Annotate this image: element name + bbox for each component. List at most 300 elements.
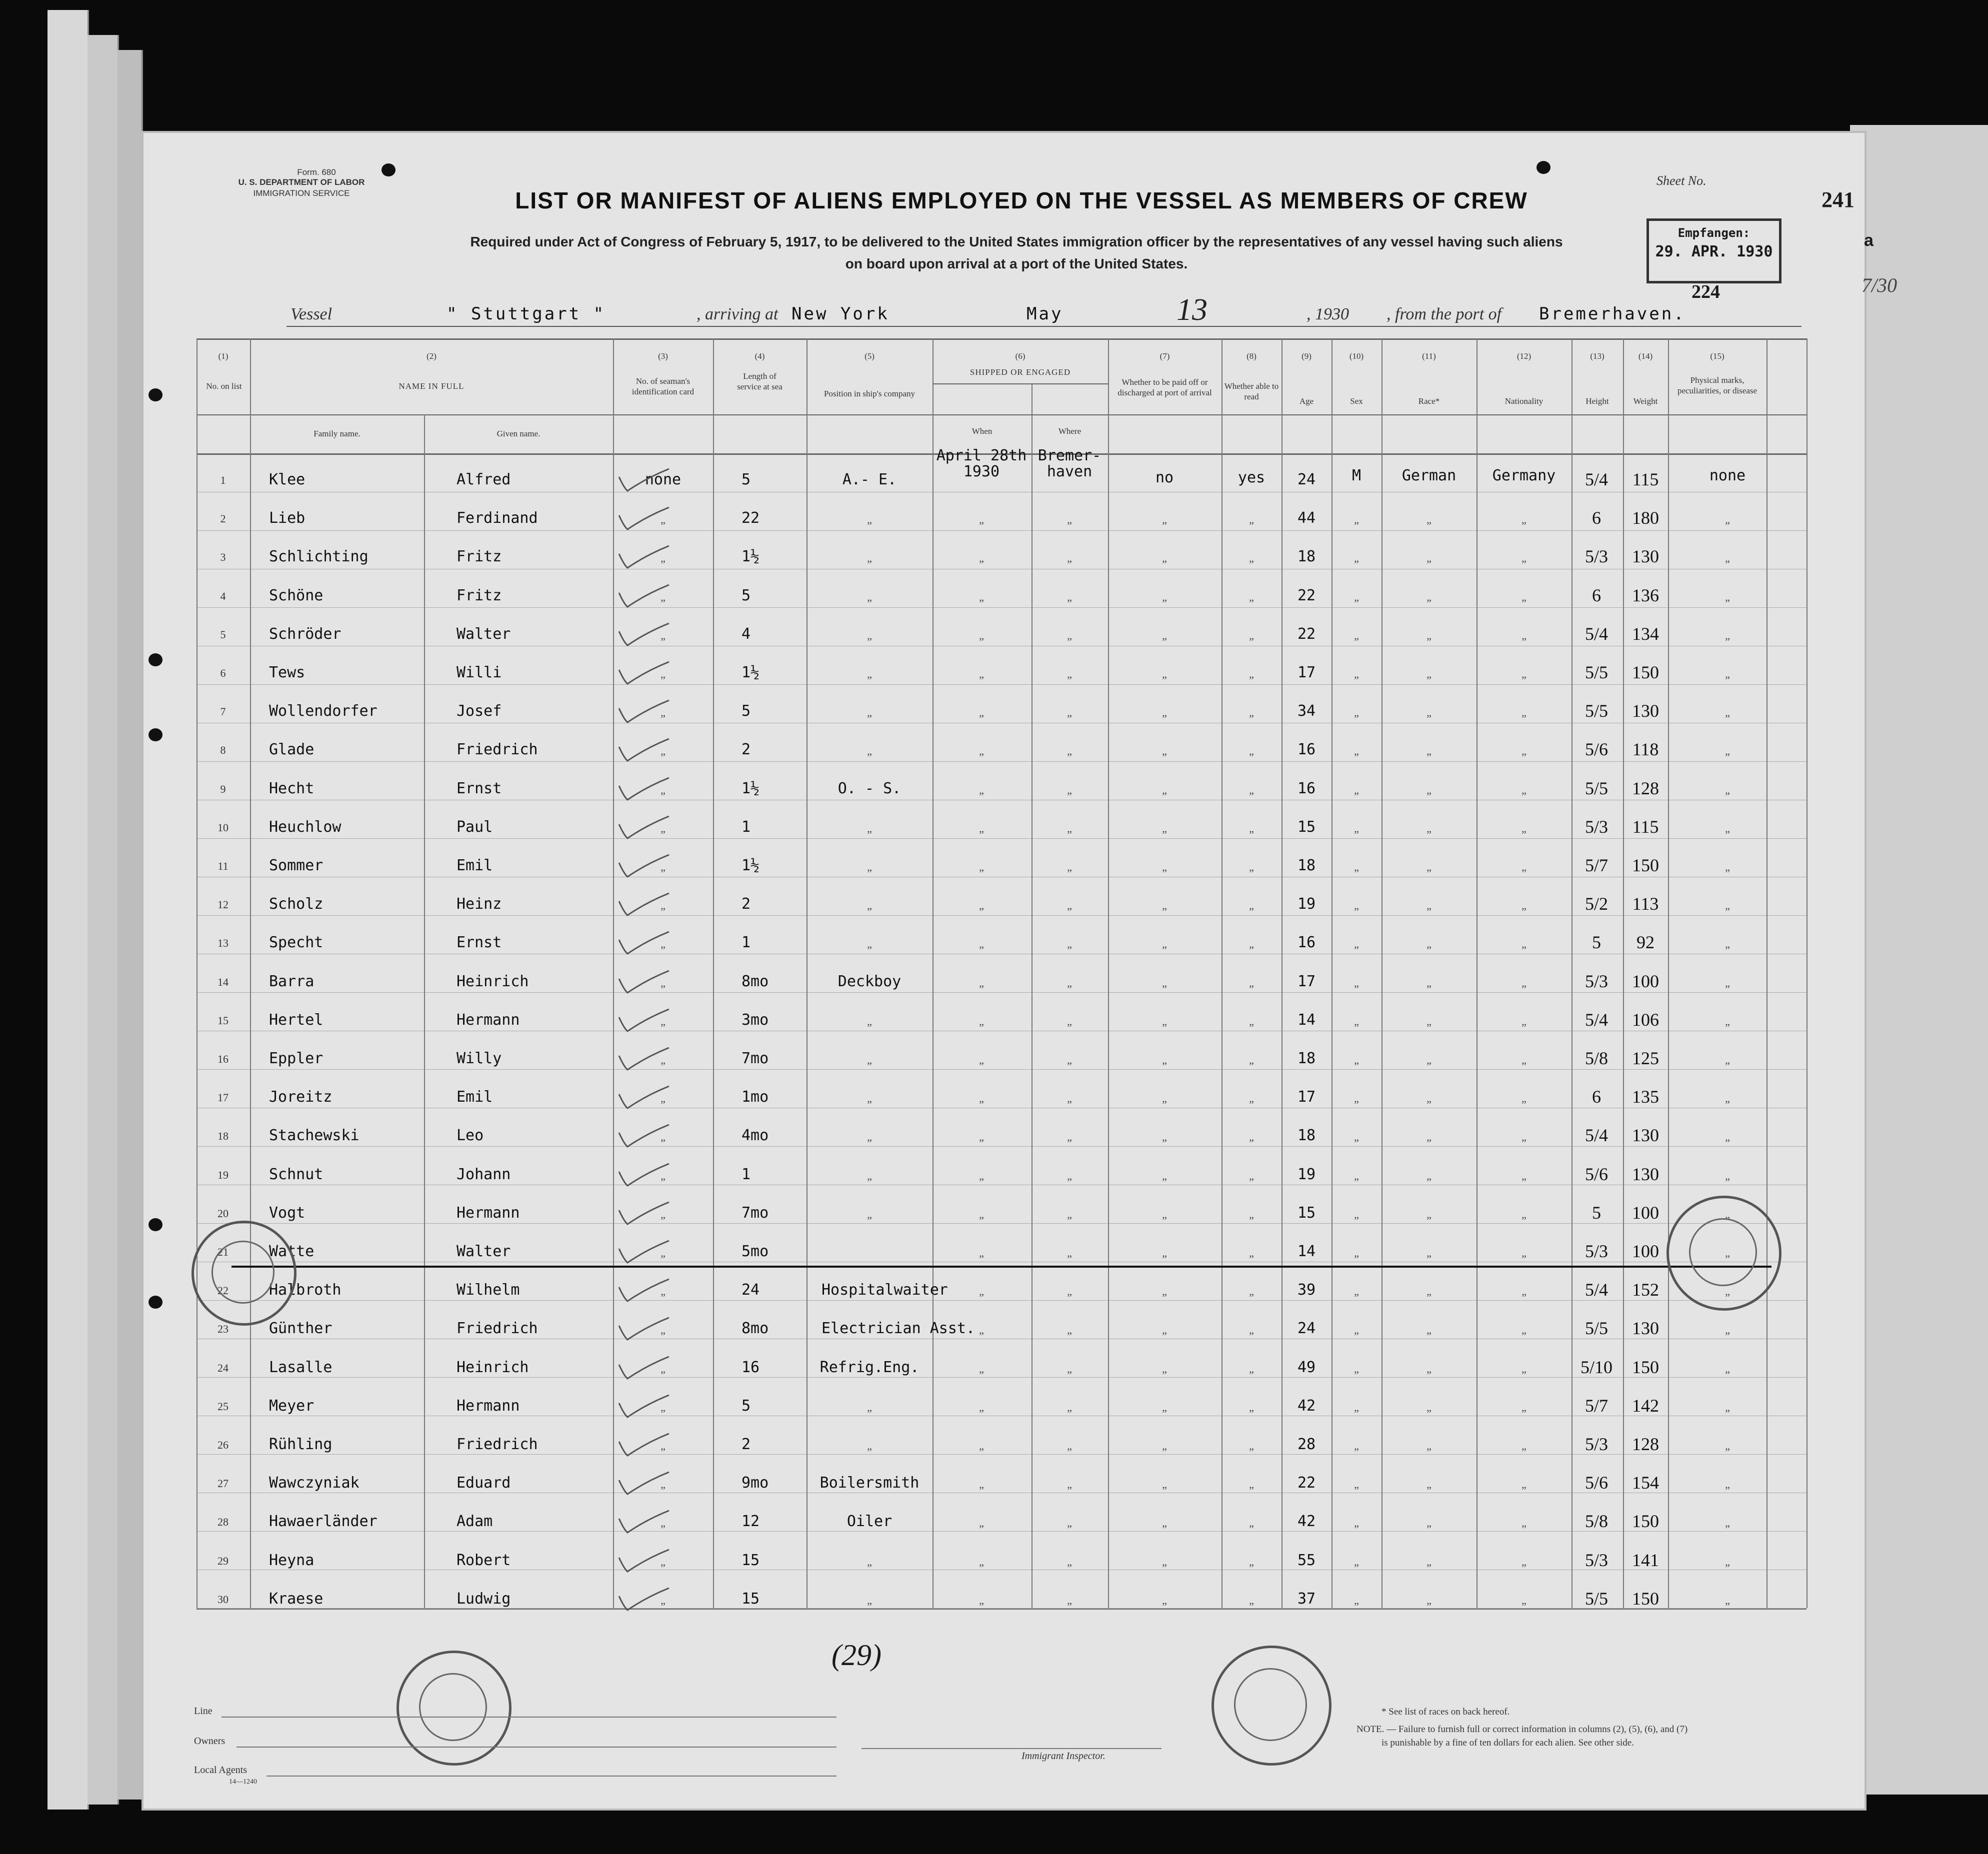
row-18-marks-ditto: „ xyxy=(1725,1131,1730,1143)
punch-hole xyxy=(382,163,396,176)
check-mark-icon xyxy=(616,1549,672,1574)
row-20-number: 20 xyxy=(218,1207,228,1220)
row-5-weight: 134 xyxy=(1632,624,1659,644)
row-13-number: 13 xyxy=(218,937,228,949)
row-10-read-ditto: „ xyxy=(1249,822,1254,835)
check-mark-icon xyxy=(616,1587,672,1612)
col-8-number: (8) xyxy=(1246,351,1256,361)
row-5-length-service: 4 xyxy=(742,625,751,643)
row-26-read-ditto: „ xyxy=(1249,1440,1254,1452)
col-paid-off: Whether to be paid off or discharged at port of arrival xyxy=(1118,377,1212,397)
row-15-given-name: Hermann xyxy=(456,1011,520,1029)
row-10-length-service: 1 xyxy=(742,818,751,836)
row-5-position: „ xyxy=(867,629,872,642)
row-27-height: 5/6 xyxy=(1584,1473,1608,1493)
row-10-where-ditto: „ xyxy=(1067,822,1072,835)
row-11-paid-ditto: „ xyxy=(1162,861,1167,873)
punch-hole xyxy=(148,1296,162,1309)
col-nationality: Nationality xyxy=(1504,396,1544,406)
row-18-height: 5/4 xyxy=(1584,1125,1608,1145)
vessel-label: Vessel xyxy=(290,305,332,323)
row-12-number: 12 xyxy=(218,898,228,911)
row-16-position: „ xyxy=(867,1054,872,1066)
row-16-given-name: Willy xyxy=(456,1050,502,1067)
row-23-number: 23 xyxy=(218,1323,228,1335)
row-18-race-ditto: „ xyxy=(1426,1131,1432,1143)
check-mark-icon xyxy=(616,1163,672,1188)
form-title: LIST OR MANIFEST OF ALIENS EMPLOYED ON THE VESSEL AS MEMBERS OF CREW xyxy=(515,187,1528,213)
service-name: IMMIGRATION SERVICE xyxy=(253,188,350,198)
row-5-given-name: Walter xyxy=(456,625,511,643)
col-10-number: (10) xyxy=(1349,351,1364,361)
consulate-seal-inner xyxy=(419,1673,487,1741)
row-28-race-ditto: „ xyxy=(1426,1517,1432,1529)
row-30-length-service: 15 xyxy=(742,1590,760,1608)
row-11-given-name: Emil xyxy=(456,857,493,874)
row-22-id-ditto: „ xyxy=(660,1285,666,1298)
row-25-when-ditto: „ xyxy=(979,1401,984,1414)
row-25-age: 42 xyxy=(1297,1397,1316,1415)
row-25-number: 25 xyxy=(218,1400,228,1413)
row-11-position: „ xyxy=(867,861,872,873)
row-18-sex-ditto: „ xyxy=(1354,1131,1359,1143)
row-16-number: 16 xyxy=(218,1053,228,1065)
agents-label: Local Agents xyxy=(194,1765,248,1776)
row-22-sex-ditto: „ xyxy=(1354,1285,1359,1298)
row-30-paid-ditto: „ xyxy=(1162,1594,1167,1607)
row-15-nat-ditto: „ xyxy=(1522,1015,1526,1028)
col-15-number: (15) xyxy=(1710,351,1724,361)
row-23-given-name: Friedrich xyxy=(456,1320,538,1337)
row-14-when-ditto: „ xyxy=(979,977,984,989)
row-28-id-ditto: „ xyxy=(660,1517,666,1529)
row-26-position: „ xyxy=(867,1440,872,1452)
row-3-height: 5/3 xyxy=(1584,546,1608,566)
row-24-id-ditto: „ xyxy=(660,1363,666,1375)
subtitle-line-2: on board upon arrival at a port of the United States. xyxy=(845,256,1188,271)
row-11-id-ditto: „ xyxy=(660,861,666,873)
row-29-where-ditto: „ xyxy=(1067,1556,1072,1568)
form-subtitle xyxy=(342,231,1692,275)
row-5-race-ditto: „ xyxy=(1426,629,1432,642)
row-10-id-ditto: „ xyxy=(660,822,666,835)
row-3-position: „ xyxy=(867,552,872,564)
row-25-read-ditto: „ xyxy=(1249,1401,1254,1414)
row-26-height: 5/3 xyxy=(1584,1434,1608,1454)
row-17-number: 17 xyxy=(218,1091,228,1104)
row-10-height: 5/3 xyxy=(1584,817,1608,837)
check-mark-icon xyxy=(616,777,672,802)
row-26-age: 28 xyxy=(1297,1436,1316,1453)
col-read: Whether able to read xyxy=(1224,381,1279,401)
row-6-read-ditto: „ xyxy=(1249,668,1254,680)
races-note: * See list of races on back hereof. xyxy=(1382,1707,1510,1717)
row-8-position: „ xyxy=(867,745,872,757)
row-16-age: 18 xyxy=(1297,1050,1316,1067)
row-29-when-ditto: „ xyxy=(979,1556,984,1568)
row-3-marks-ditto: „ xyxy=(1725,552,1730,564)
row-11-height: 5/7 xyxy=(1584,855,1608,875)
row-2-family-name: Lieb xyxy=(269,509,306,527)
page-stack-edge xyxy=(88,35,119,1805)
row-5-marks-ditto: „ xyxy=(1725,629,1730,642)
row-1-marks: none xyxy=(1709,467,1746,484)
row-4-age: 22 xyxy=(1297,587,1316,604)
row-17-age: 17 xyxy=(1297,1088,1316,1106)
row-20-height: 5 xyxy=(1592,1203,1601,1223)
row-16-paid-ditto: „ xyxy=(1162,1054,1167,1066)
row-1-sex: M xyxy=(1352,467,1362,484)
crew-count: (29) xyxy=(832,1639,882,1672)
row-27-length-service: 9mo xyxy=(742,1474,769,1492)
row-12-race-ditto: „ xyxy=(1426,899,1432,912)
row-4-id-ditto: „ xyxy=(660,591,666,603)
col-length-service: Length of service at sea xyxy=(737,371,782,391)
row-24-height: 5/10 xyxy=(1580,1357,1613,1377)
row-9-where-ditto: „ xyxy=(1067,784,1072,796)
punch-hole xyxy=(148,1218,162,1231)
sheet-number-secondary: 224 xyxy=(1692,281,1720,302)
row-20-position: „ xyxy=(867,1208,872,1221)
row-8-weight: 118 xyxy=(1632,739,1659,759)
row-30-given-name: Ludwig xyxy=(456,1590,511,1608)
row-5-family-name: Schröder xyxy=(269,625,342,643)
row-19-when-ditto: „ xyxy=(979,1170,984,1182)
row-9-age: 16 xyxy=(1297,780,1316,797)
row-20-sex-ditto: „ xyxy=(1354,1208,1359,1221)
row-16-when-ditto: „ xyxy=(979,1054,984,1066)
check-mark-icon xyxy=(616,468,672,493)
row-13-where-ditto: „ xyxy=(1067,938,1072,950)
row-24-sex-ditto: „ xyxy=(1354,1363,1359,1375)
row-29-paid-ditto: „ xyxy=(1162,1556,1167,1568)
row-25-marks-ditto: „ xyxy=(1725,1401,1730,1414)
col-1-number: (1) xyxy=(218,351,228,361)
row-27-id-ditto: „ xyxy=(660,1478,666,1491)
col-sex: Sex xyxy=(1350,396,1363,406)
row-12-marks-ditto: „ xyxy=(1725,899,1730,912)
row-30-when-ditto: „ xyxy=(979,1594,984,1607)
row-7-where-ditto: „ xyxy=(1067,706,1072,719)
row-7-family-name: Wollendorfer xyxy=(269,702,378,720)
row-5-sex-ditto: „ xyxy=(1354,629,1359,642)
row-23-position: Electrician Asst. xyxy=(822,1320,976,1337)
row-18-length-service: 4mo xyxy=(742,1127,769,1144)
row-25-family-name: Meyer xyxy=(269,1397,314,1415)
check-mark-icon xyxy=(616,815,672,840)
row-2-where-ditto: „ xyxy=(1067,513,1072,526)
row-20-weight: 100 xyxy=(1632,1203,1659,1223)
row-23-sex-ditto: „ xyxy=(1354,1324,1359,1336)
row-14-id-ditto: „ xyxy=(660,977,666,989)
row-15-where-ditto: „ xyxy=(1067,1015,1072,1028)
row-20-given-name: Hermann xyxy=(456,1204,520,1222)
row-26-family-name: Rühling xyxy=(269,1436,332,1453)
row-18-paid-ditto: „ xyxy=(1162,1131,1167,1143)
row-6-sex-ditto: „ xyxy=(1354,668,1359,680)
page-stack-edge xyxy=(48,10,89,1810)
row-9-when-ditto: „ xyxy=(979,784,984,796)
row-2-weight: 180 xyxy=(1632,508,1659,528)
row-4-length-service: 5 xyxy=(742,587,751,604)
row-25-position: „ xyxy=(867,1401,872,1414)
row-15-marks-ditto: „ xyxy=(1725,1015,1730,1028)
col-13-number: (13) xyxy=(1590,351,1604,361)
vessel-line xyxy=(286,293,1802,327)
row-4-number: 4 xyxy=(220,590,226,602)
row-15-id-ditto: „ xyxy=(660,1015,666,1028)
row-22-nat-ditto: „ xyxy=(1522,1285,1526,1298)
row-21-length-service: 5mo xyxy=(742,1243,769,1260)
row-16-nat-ditto: „ xyxy=(1522,1054,1526,1066)
row-5-age: 22 xyxy=(1297,625,1316,643)
row-17-height: 6 xyxy=(1592,1087,1601,1107)
col-7-number: (7) xyxy=(1160,351,1170,361)
stamp-date: 29. APR. 1930 xyxy=(1655,243,1773,260)
check-mark-icon xyxy=(616,661,672,686)
consulate-seal-inner xyxy=(1689,1218,1757,1286)
row-9-id-ditto: „ xyxy=(660,784,666,796)
row-30-position: „ xyxy=(867,1594,872,1607)
row-21-where-ditto: „ xyxy=(1067,1247,1072,1259)
row-9-number: 9 xyxy=(220,783,226,795)
row-25-given-name: Hermann xyxy=(456,1397,520,1415)
check-mark-icon xyxy=(616,545,672,570)
row-27-when-ditto: „ xyxy=(979,1478,984,1491)
row-29-sex-ditto: „ xyxy=(1354,1556,1359,1568)
row-23-weight: 130 xyxy=(1632,1318,1659,1338)
row-3-id-ditto: „ xyxy=(660,552,666,564)
row-13-when-ditto: „ xyxy=(979,938,984,950)
row-7-id-ditto: „ xyxy=(660,706,666,719)
row-14-length-service: 8mo xyxy=(742,973,769,990)
row-17-where-ditto: „ xyxy=(1067,1092,1072,1105)
row-3-number: 3 xyxy=(220,551,226,563)
row-14-weight: 100 xyxy=(1632,971,1659,991)
col-where: Where xyxy=(1058,426,1082,436)
received-stamp xyxy=(1646,218,1782,283)
row-20-marks-ditto: „ xyxy=(1725,1208,1730,1221)
line-rule xyxy=(222,1717,836,1718)
col-weight: Weight xyxy=(1633,396,1658,406)
row-12-height: 5/2 xyxy=(1584,894,1608,914)
check-mark-icon xyxy=(616,1394,672,1419)
row-5-where-ditto: „ xyxy=(1067,629,1072,642)
row-8-family-name: Glade xyxy=(269,741,314,758)
row-1-family-name: Klee xyxy=(269,471,306,488)
row-17-position: „ xyxy=(867,1092,872,1105)
row-21-nat-ditto: „ xyxy=(1522,1247,1526,1259)
row-7-length-service: 5 xyxy=(742,702,751,720)
check-mark-icon xyxy=(616,1201,672,1226)
handwritten-date-mark: 7/30 xyxy=(1862,274,1898,296)
row-12-age: 19 xyxy=(1297,895,1316,913)
subtitle-line-1: Required under Act of Congress of February 5, 1917, to be delivered to the United States immigration officer by the representatives of any vessel having such aliens xyxy=(470,234,1563,249)
row-23-age: 24 xyxy=(1297,1320,1316,1337)
row-27-given-name: Eduard xyxy=(456,1474,511,1492)
row-22-length-service: 24 xyxy=(742,1281,760,1299)
row-13-weight: 92 xyxy=(1636,932,1654,952)
row-8-when-ditto: „ xyxy=(979,745,984,757)
row-13-nat-ditto: „ xyxy=(1522,938,1526,950)
col-shipped-engaged: SHIPPED OR ENGAGED xyxy=(970,367,1071,377)
row-3-sex-ditto: „ xyxy=(1354,552,1359,564)
check-mark-icon xyxy=(616,1240,672,1265)
row-1-length-service: 5 xyxy=(742,471,751,488)
row-3-family-name: Schlichting xyxy=(269,548,368,565)
row-18-weight: 130 xyxy=(1632,1125,1659,1145)
row-9-weight: 128 xyxy=(1632,778,1659,798)
from-port-label: , from the port of xyxy=(1386,305,1502,323)
row-3-where-ditto: „ xyxy=(1067,552,1072,564)
row-14-given-name: Heinrich xyxy=(456,973,529,990)
row-29-race-ditto: „ xyxy=(1426,1556,1432,1568)
row-13-marks-ditto: „ xyxy=(1725,938,1730,950)
row-25-paid-ditto: „ xyxy=(1162,1401,1167,1414)
row-7-age: 34 xyxy=(1297,702,1316,720)
check-mark-icon xyxy=(616,738,672,763)
row-20-when-ditto: „ xyxy=(979,1208,984,1221)
row-24-length-service: 16 xyxy=(742,1359,760,1376)
row-13-paid-ditto: „ xyxy=(1162,938,1167,950)
row-26-when-ditto: „ xyxy=(979,1440,984,1452)
row-23-family-name: Günther xyxy=(269,1320,332,1337)
row-18-read-ditto: „ xyxy=(1249,1131,1254,1143)
row-23-height: 5/5 xyxy=(1584,1318,1608,1338)
row-17-marks-ditto: „ xyxy=(1725,1092,1730,1105)
row-12-length-service: 2 xyxy=(742,895,751,913)
row-12-position: „ xyxy=(867,899,872,912)
row-8-number: 8 xyxy=(220,744,226,756)
department-name: U. S. DEPARTMENT OF LABOR xyxy=(238,177,365,187)
row-1-where-1: Bremer- xyxy=(1038,447,1102,464)
row-8-read-ditto: „ xyxy=(1249,745,1254,757)
col-5-number: (5) xyxy=(864,351,874,361)
row-20-where-ditto: „ xyxy=(1067,1208,1072,1221)
row-23-id-ditto: „ xyxy=(660,1324,666,1336)
row-17-nat-ditto: „ xyxy=(1522,1092,1526,1105)
row-24-where-ditto: „ xyxy=(1067,1363,1072,1375)
row-23-where-ditto: „ xyxy=(1067,1324,1072,1336)
check-mark-icon xyxy=(616,1471,672,1496)
row-21-given-name: Walter xyxy=(456,1243,511,1260)
row-11-length-service: 1½ xyxy=(742,857,760,874)
row-23-read-ditto: „ xyxy=(1249,1324,1254,1336)
row-9-family-name: Hecht xyxy=(269,780,314,797)
row-21-weight: 100 xyxy=(1632,1241,1659,1261)
row-14-number: 14 xyxy=(218,976,228,988)
row-25-length-service: 5 xyxy=(742,1397,751,1415)
row-30-race-ditto: „ xyxy=(1426,1594,1432,1607)
row-9-length-service: 1½ xyxy=(742,780,760,797)
row-10-nat-ditto: „ xyxy=(1522,822,1526,835)
row-16-height: 5/8 xyxy=(1584,1048,1608,1068)
arrival-day: 13 xyxy=(1176,293,1208,327)
row-18-where-ditto: „ xyxy=(1067,1131,1072,1143)
check-mark-icon xyxy=(616,622,672,647)
row-30-nat-ditto: „ xyxy=(1522,1594,1526,1607)
row-1-number: 1 xyxy=(220,474,226,486)
row-16-race-ditto: „ xyxy=(1426,1054,1432,1066)
check-mark-icon xyxy=(616,1124,672,1149)
from-port: Bremerhaven. xyxy=(1539,304,1686,324)
row-29-marks-ditto: „ xyxy=(1725,1556,1730,1568)
row-28-family-name: Hawaerländer xyxy=(269,1513,378,1530)
manifest-page xyxy=(142,131,1898,1811)
row-18-family-name: Stachewski xyxy=(269,1127,360,1144)
row-22-family-name: Halbroth xyxy=(269,1281,342,1299)
arrival-port: New York xyxy=(792,304,890,324)
row-10-sex-ditto: „ xyxy=(1354,822,1359,835)
row-6-given-name: Willi xyxy=(456,664,502,681)
row-23-marks-ditto: „ xyxy=(1725,1324,1730,1336)
row-2-given-name: Ferdinand xyxy=(456,509,538,527)
row-19-read-ditto: „ xyxy=(1249,1170,1254,1182)
row-12-sex-ditto: „ xyxy=(1354,899,1359,912)
inspector-label: Immigrant Inspector. xyxy=(1022,1751,1106,1762)
row-11-nat-ditto: „ xyxy=(1522,861,1526,873)
row-15-number: 15 xyxy=(218,1014,228,1027)
row-24-race-ditto: „ xyxy=(1426,1363,1432,1375)
row-19-paid-ditto: „ xyxy=(1162,1170,1167,1182)
row-27-number: 27 xyxy=(218,1477,228,1490)
row-28-sex-ditto: „ xyxy=(1354,1517,1359,1529)
row-19-nat-ditto: „ xyxy=(1522,1170,1526,1182)
row-12-paid-ditto: „ xyxy=(1162,899,1167,912)
row-24-paid-ditto: „ xyxy=(1162,1363,1167,1375)
row-11-where-ditto: „ xyxy=(1067,861,1072,873)
row-17-id-ditto: „ xyxy=(660,1092,666,1105)
row-9-paid-ditto: „ xyxy=(1162,784,1167,796)
row-3-length-service: 1½ xyxy=(742,548,760,565)
punch-hole xyxy=(148,728,162,741)
col-11-number: (11) xyxy=(1422,351,1436,361)
row-3-nat-ditto: „ xyxy=(1522,552,1526,564)
col-9-number: (9) xyxy=(1302,351,1312,361)
row-9-marks-ditto: „ xyxy=(1725,784,1730,796)
row-28-age: 42 xyxy=(1297,1513,1316,1530)
col-age: Age xyxy=(1299,396,1314,406)
row-13-age: 16 xyxy=(1297,934,1316,951)
row-16-id-ditto: „ xyxy=(660,1054,666,1066)
consulate-seal-inner xyxy=(212,1241,274,1304)
row-28-position: Oiler xyxy=(846,1513,892,1530)
row-28-marks-ditto: „ xyxy=(1725,1517,1730,1529)
row-2-read-ditto: „ xyxy=(1249,513,1254,526)
row-14-marks-ditto: „ xyxy=(1725,977,1730,989)
row-26-paid-ditto: „ xyxy=(1162,1440,1167,1452)
row-10-when-ditto: „ xyxy=(979,822,984,835)
row-29-family-name: Heyna xyxy=(269,1552,314,1569)
row-14-height: 5/3 xyxy=(1584,971,1608,991)
row-6-when-ditto: „ xyxy=(979,668,984,680)
row-25-weight: 142 xyxy=(1632,1396,1659,1416)
row-27-sex-ditto: „ xyxy=(1354,1478,1359,1491)
row-22-read-ditto: „ xyxy=(1249,1285,1254,1298)
row-11-weight: 150 xyxy=(1632,855,1659,875)
row-29-number: 29 xyxy=(218,1555,228,1567)
check-mark-icon xyxy=(616,1047,672,1072)
row-28-when-ditto: „ xyxy=(979,1517,984,1529)
col-physical-marks: Physical marks, peculiarities, or disease xyxy=(1677,375,1758,395)
row-16-family-name: Eppler xyxy=(269,1050,324,1067)
row-26-id-ditto: „ xyxy=(660,1440,666,1452)
row-10-number: 10 xyxy=(218,821,228,834)
row-6-family-name: Tews xyxy=(269,664,306,681)
row-20-read-ditto: „ xyxy=(1249,1208,1254,1221)
row-29-read-ditto: „ xyxy=(1249,1556,1254,1568)
row-22-age: 39 xyxy=(1297,1281,1316,1299)
